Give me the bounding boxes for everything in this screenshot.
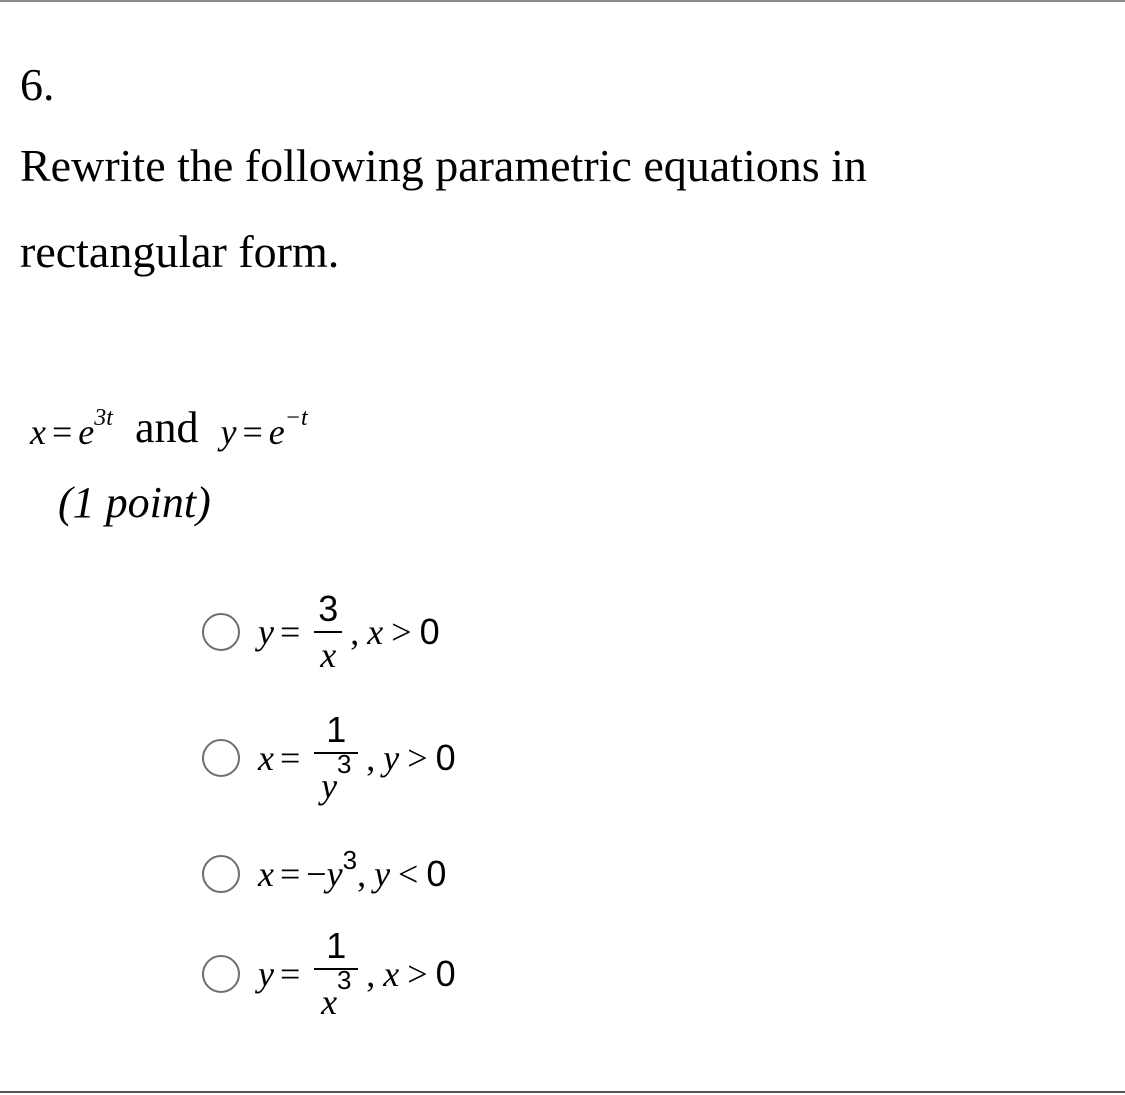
option-1-expression	[258, 589, 440, 675]
top-divider	[0, 0, 1125, 2]
option-4-denominator	[321, 965, 352, 1022]
question-number: 6.	[20, 59, 55, 110]
option-1-lhs: y	[258, 612, 274, 652]
option-4-condition-var: x	[383, 954, 400, 994]
radio-button-2[interactable]	[202, 739, 240, 777]
option-4-comma: ,	[366, 954, 376, 994]
option-1-condition-value: 0	[419, 611, 440, 652]
option-4-denominator-base: x	[321, 982, 338, 1022]
given-x-lhs: x	[30, 412, 46, 452]
option-4-numerator: 1	[326, 925, 347, 966]
option-3-lhs: x	[258, 854, 274, 894]
answer-option-2[interactable]	[202, 709, 722, 806]
option-3-comma: ,	[357, 854, 367, 894]
answer-option-1[interactable]	[202, 588, 722, 675]
option-2-expression	[258, 710, 456, 806]
question-prompt-line-2: rectangular form.	[20, 226, 340, 277]
option-4-lhs: y	[258, 954, 274, 994]
option-2-denominator	[321, 749, 352, 806]
given-connector: and	[134, 403, 199, 452]
given-x-exponent: 3t	[94, 405, 113, 431]
option-1-fraction-bar	[314, 631, 342, 633]
option-1-denominator: x	[320, 635, 337, 675]
given-y-equation	[220, 405, 308, 452]
option-2-equals: =	[279, 738, 301, 778]
option-1-condition-op: >	[391, 612, 412, 652]
option-2-fraction	[314, 710, 358, 806]
option-4-fraction	[314, 926, 358, 1022]
given-equations	[30, 392, 308, 452]
option-2-denominator-base: y	[321, 766, 338, 806]
given-y-exponent: −t	[284, 405, 308, 431]
option-3-base: y	[326, 854, 343, 894]
option-4-denominator-exponent: 3	[337, 965, 352, 995]
given-y-lhs: y	[220, 412, 237, 452]
option-4-equals: =	[279, 954, 301, 994]
option-3-negation: −	[306, 854, 327, 894]
given-y-equals: =	[242, 412, 263, 452]
option-2-condition-op: >	[407, 738, 428, 778]
question-prompt-line-1: Rewrite the following parametric equations in	[20, 140, 867, 191]
given-y-base: e	[268, 412, 285, 452]
option-4-condition-value: 0	[435, 953, 456, 994]
option-4-expression	[258, 926, 456, 1022]
option-2-condition-var: y	[383, 738, 400, 778]
given-x-equation	[30, 405, 113, 452]
bottom-divider	[0, 1091, 1125, 1093]
given-x-base: e	[78, 412, 95, 452]
given-x-equals: =	[51, 412, 73, 452]
option-3-condition-op: <	[398, 854, 419, 894]
option-2-condition-value: 0	[435, 737, 456, 778]
option-3-condition-value: 0	[426, 853, 447, 894]
radio-button-1[interactable]	[202, 613, 240, 651]
points-label: (1 point)	[58, 478, 211, 527]
option-1-equals: =	[279, 612, 301, 652]
option-3-exponent: 3	[342, 844, 358, 875]
option-4-condition-op: >	[407, 954, 428, 994]
option-2-comma: ,	[366, 738, 376, 778]
option-3-condition-var: y	[374, 854, 391, 894]
option-1-fraction	[314, 589, 342, 675]
option-1-condition-var: x	[367, 612, 384, 652]
radio-button-4[interactable]	[202, 955, 240, 993]
answer-option-3[interactable]	[202, 834, 722, 914]
option-2-denominator-exponent: 3	[337, 749, 352, 779]
radio-button-3[interactable]	[202, 855, 240, 893]
option-3-expression	[258, 844, 447, 895]
option-1-comma: ,	[350, 612, 360, 652]
option-2-lhs: x	[258, 738, 274, 778]
option-2-numerator: 1	[326, 709, 347, 750]
option-3-equals: =	[279, 854, 301, 894]
option-1-numerator: 3	[318, 588, 339, 629]
answer-option-4[interactable]	[202, 925, 722, 1022]
